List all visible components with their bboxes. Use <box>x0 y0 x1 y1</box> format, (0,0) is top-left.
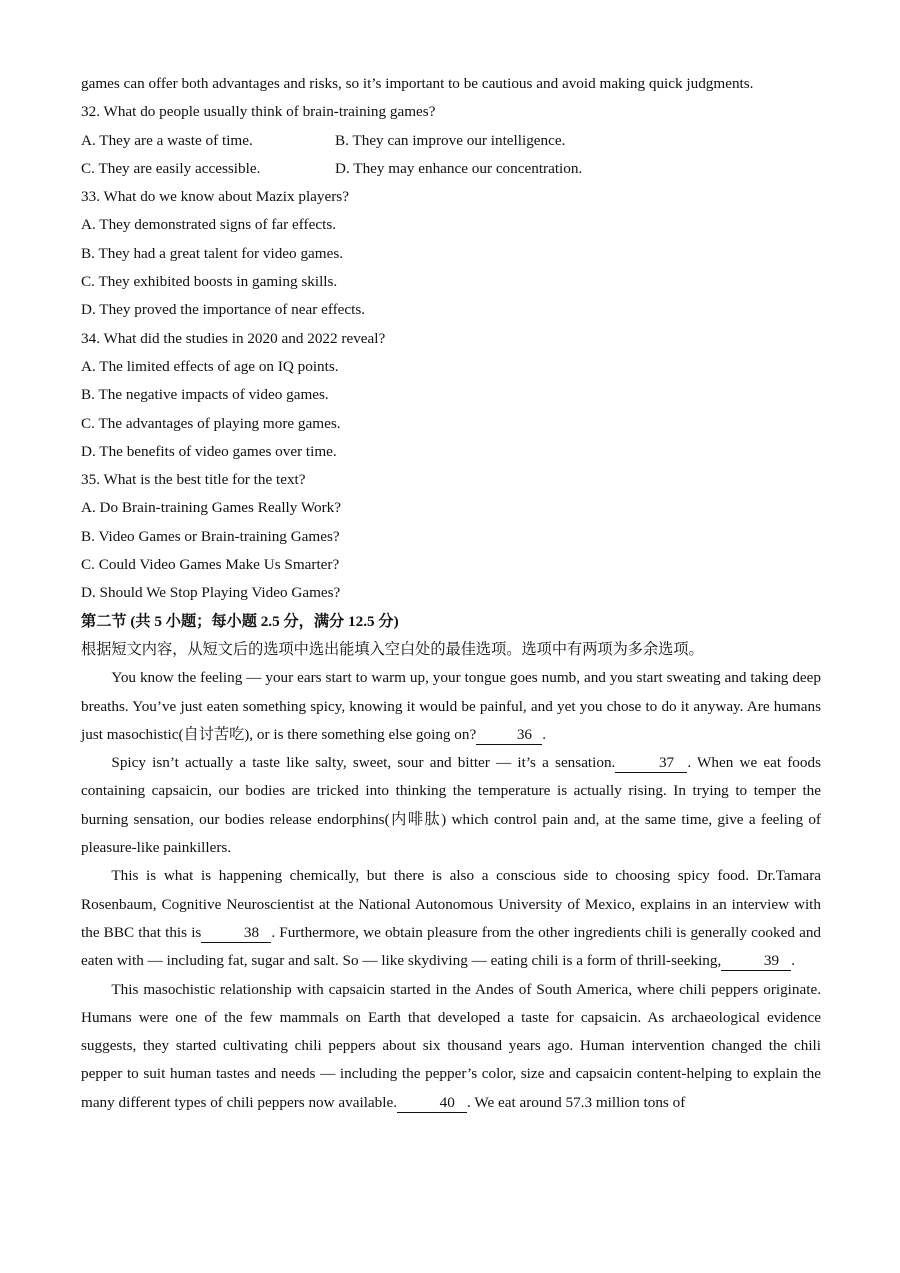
blank-36: 36 <box>476 726 542 745</box>
question-33-option-a: A. They demonstrated signs of far effects. <box>81 216 337 234</box>
blank-39: 39 <box>721 952 791 971</box>
section-title: 第二节 (共 5 小题；每小题 2.5 分，满分 12.5 分) <box>81 612 399 630</box>
question-34-option-d: D. The benefits of video games over time. <box>81 442 337 460</box>
p3-text-middle: . Furthermore, we obtain pleasure from the other ingredients chili is generally cooked and eaten with — including fat, sugar and salt. So — like skydiving — eating chili is a form of thrill-seeking, <box>81 923 822 970</box>
question-35-stem: 35. What is the best title for the text? <box>81 471 306 489</box>
question-34-option-b: B. The negative impacts of video games. <box>81 386 329 404</box>
question-32-stem: 32. What do people usually think of brain-training games? <box>81 103 436 121</box>
p1-text-after: . <box>542 725 547 743</box>
p1-text-before: You know the feeling — your ears start to warm up, your tongue goes numb, and you start sweating and taking deep breaths. You’ve just eaten something spicy, knowing it would be painful, and yet you chose to do it anyway. Are humans just masochistic(自讨苦吃), or is there something else going on? <box>81 669 821 743</box>
question-32-option-c: C. They are easily accessible. <box>81 159 261 177</box>
question-33-stem: 33. What do we know about Mazix players? <box>81 188 349 206</box>
exam-page <box>81 70 821 1117</box>
question-34-stem: 34. What did the studies in 2020 and 2022 reveal? <box>81 329 386 347</box>
question-33-option-d: D. They proved the importance of near effects. <box>81 301 366 319</box>
passage-paragraph-4 <box>81 976 821 1117</box>
p4-text-after: . We eat around 57.3 million tons of <box>467 1093 686 1111</box>
blank-40: 40 <box>397 1094 467 1113</box>
section-instructions: 根据短文内容，从短文后的选项中选出能填入空白处的最佳选项。选项中有两项为多余选项。 <box>81 640 704 658</box>
question-35-option-a: A. Do Brain-training Games Really Work? <box>81 499 341 517</box>
p4-text-before: This masochistic relationship with capsaicin started in the Andes of South America, where chili peppers originate. Humans were one of the few mammals on Earth that developed a taste for capsaicin. As archaeological evidence suggests, they started cultivating chili peppers about six thousand years ago. Human intervention changed the chili pepper to suit human tastes and needs — including the pepper’s color, size and capsaicin content-helping to explain the many different types of chili peppers now available. <box>81 980 821 1111</box>
p3-text-after: . <box>791 952 796 970</box>
question-35-option-b: B. Video Games or Brain-training Games? <box>81 527 340 545</box>
intro-line: games can offer both advantages and risks, so it’s important to be cautious and avoid making quick judgments. <box>81 75 754 92</box>
question-33-option-c: C. They exhibited boosts in gaming skills. <box>81 273 338 291</box>
question-35-option-d: D. Should We Stop Playing Video Games? <box>81 584 341 602</box>
question-34-option-c: C. The advantages of playing more games. <box>81 414 341 432</box>
question-32-option-d: D. They may enhance our concentration. <box>335 159 583 177</box>
question-32-option-b: B. They can improve our intelligence. <box>335 131 566 149</box>
p2-text-after: . When we eat foods containing capsaicin, our bodies are tricked into thinking the temperature is actually rising. In trying to temper the burning sensation, our bodies release endorphins(内啡肽) which control pain and, at the same time, give a feeling of pleasure-like painkillers. <box>81 754 821 857</box>
passage-paragraph-3 <box>81 862 821 975</box>
blank-37: 37 <box>615 754 687 773</box>
p3-text-before: This is what is happening chemically, but there is also a conscious side to choosing spicy food. Dr.Tamara Rosenbaum, Cognitive Neuroscientist at the National Autonomous University of Mexico, explains in an interview with the BBC that this is <box>81 867 821 941</box>
passage-paragraph-2 <box>81 749 821 862</box>
question-32-options-row-1 <box>81 127 821 155</box>
p2-text-before: Spicy isn’t actually a taste like salty, sweet, sour and bitter — it’s a sensation. <box>111 754 616 772</box>
question-34-option-a: A. The limited effects of age on IQ points. <box>81 357 339 375</box>
question-33-option-b: B. They had a great talent for video games. <box>81 244 344 262</box>
passage-paragraph-1 <box>81 664 821 749</box>
blank-38: 38 <box>201 924 271 943</box>
question-35-option-c: C. Could Video Games Make Us Smarter? <box>81 556 340 574</box>
question-32-options-row-2 <box>81 155 821 183</box>
question-32-option-a: A. They are a waste of time. <box>81 131 253 149</box>
